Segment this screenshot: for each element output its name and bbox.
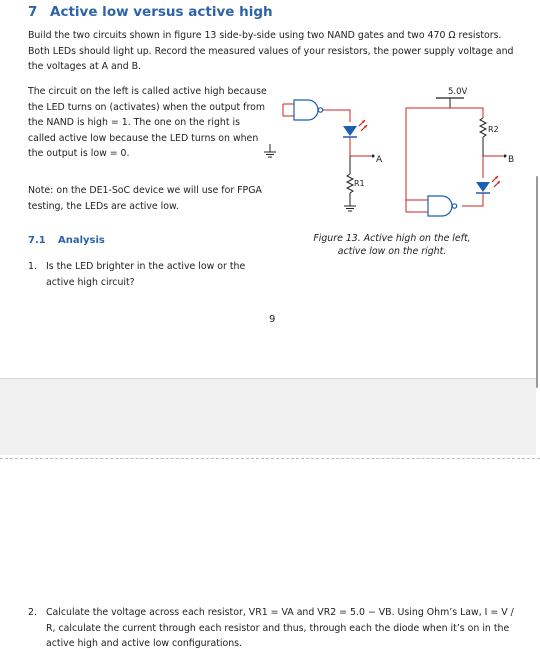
section-title: Active low versus active high bbox=[50, 4, 273, 20]
page-gap bbox=[0, 378, 536, 455]
scrollbar-indicator[interactable] bbox=[536, 176, 538, 388]
figure-caption bbox=[292, 233, 492, 258]
led-right bbox=[476, 176, 500, 193]
question-2-number: 2. bbox=[28, 607, 37, 618]
active-high-description: The circuit on the left is called active high because the LED turns on (activates) when the output from the NAND is high = 1. The one on the right is called active low because the LED turns on when the output is low = 0. bbox=[28, 86, 267, 159]
ground-symbol-r1 bbox=[344, 206, 356, 211]
circuit-figure bbox=[258, 82, 518, 232]
question-1 bbox=[28, 259, 268, 290]
resistor-r1 bbox=[347, 174, 353, 193]
question-2-text: Calculate the voltage across each resistor, VR1 = VA and VR2 = 5.0 − VB. Using Ohm’s Law, I = V / R, calculate the current through each resistor and thus, through each the diode when it’s on in the active high and active low configurations. bbox=[46, 607, 514, 649]
active-low-circuit bbox=[406, 87, 514, 216]
nand-gate-left bbox=[294, 100, 323, 120]
figure-caption-line1: Figure 13. Active high on the left, bbox=[313, 233, 471, 244]
active-high-circuit bbox=[264, 100, 383, 211]
question-1-number: 1. bbox=[28, 261, 37, 272]
page-number: 9 bbox=[269, 314, 276, 325]
section-heading bbox=[28, 4, 273, 20]
note-paragraph: Note: on the DE1-SoC device we will use for FPGA testing, the LEDs are active low. bbox=[28, 185, 262, 212]
supply-voltage-label: 5.0V bbox=[448, 87, 468, 97]
resistor-r2 bbox=[480, 118, 486, 137]
r2-label: R2 bbox=[488, 125, 499, 134]
subsection-heading bbox=[28, 235, 105, 246]
node-a-label: A bbox=[376, 155, 383, 165]
section-number: 7 bbox=[28, 4, 38, 20]
subsection-title: Analysis bbox=[58, 235, 105, 246]
ground-symbol-left bbox=[264, 144, 276, 157]
intro-paragraph: Build the two circuits shown in figure 13 side-by-side using two NAND gates and two 470 Ω resistors. Both LEDs should light up. Record the measured values of your resistors, the power supply voltage and the voltages at A and B. bbox=[28, 30, 514, 72]
page-divider bbox=[0, 458, 540, 459]
led-left bbox=[343, 120, 367, 137]
question-1-text: Is the LED brighter in the active low or the active high circuit? bbox=[46, 261, 246, 288]
question-2 bbox=[28, 605, 518, 652]
figure-caption-line2: active low on the right. bbox=[337, 245, 447, 257]
r1-label: R1 bbox=[354, 179, 365, 188]
subsection-number: 7.1 bbox=[28, 235, 46, 246]
node-b-label: B bbox=[508, 155, 515, 165]
nand-gate-right bbox=[428, 196, 457, 216]
